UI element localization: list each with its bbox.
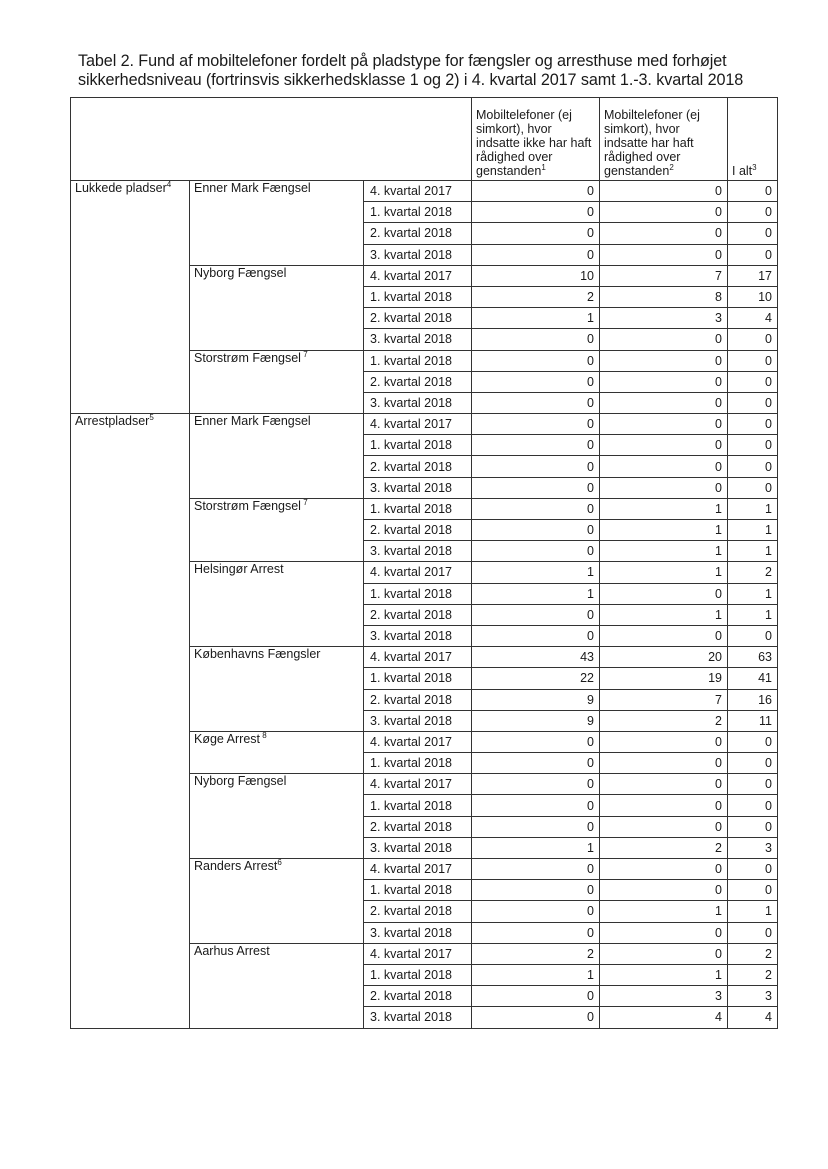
count-available-cell: 1 <box>600 520 728 541</box>
total-cell: 0 <box>728 816 778 837</box>
count-not-available-cell: 1 <box>472 837 600 858</box>
period-cell: 2. kvartal 2018 <box>364 986 472 1007</box>
count-available-cell: 0 <box>600 329 728 350</box>
period-cell: 4. kvartal 2017 <box>364 562 472 583</box>
count-not-available-cell: 0 <box>472 181 600 202</box>
count-not-available-cell: 2 <box>472 943 600 964</box>
total-cell: 63 <box>728 647 778 668</box>
period-cell: 1. kvartal 2018 <box>364 964 472 985</box>
period-cell: 4. kvartal 2017 <box>364 181 472 202</box>
count-available-cell: 0 <box>600 774 728 795</box>
count-not-available-cell: 0 <box>472 816 600 837</box>
total-cell: 3 <box>728 837 778 858</box>
period-cell: 3. kvartal 2018 <box>364 477 472 498</box>
count-not-available-cell: 0 <box>472 753 600 774</box>
count-not-available-cell: 0 <box>472 625 600 646</box>
period-cell: 1. kvartal 2018 <box>364 583 472 604</box>
category-cell: Arrestpladser$^5$ <box>71 414 190 1028</box>
table-title-line-2: sikkerhedsniveau (fortrinsvis sikkerhedsklasse 1 og 2) i 4. kvartal 2017 samt 1.-3. kvartal 2018 <box>78 71 744 89</box>
count-available-cell: 1 <box>600 604 728 625</box>
count-not-available-cell: 0 <box>472 859 600 880</box>
total-cell: 0 <box>728 477 778 498</box>
count-available-cell: 0 <box>600 753 728 774</box>
count-not-available-cell: 0 <box>472 541 600 562</box>
count-not-available-cell: 9 <box>472 689 600 710</box>
place-cell: Køge Arrest $^8$ <box>190 731 364 773</box>
count-available-cell: 0 <box>600 625 728 646</box>
total-cell: 0 <box>728 753 778 774</box>
header-col-total: I alt$^3$ <box>728 98 778 181</box>
total-cell: 0 <box>728 795 778 816</box>
count-available-cell: 0 <box>600 583 728 604</box>
count-available-cell: 19 <box>600 668 728 689</box>
place-cell: Nyborg Fængsel <box>190 774 364 859</box>
total-cell: 0 <box>728 922 778 943</box>
total-cell: 0 <box>728 414 778 435</box>
total-cell: 0 <box>728 774 778 795</box>
period-cell: 3. kvartal 2018 <box>364 329 472 350</box>
count-available-cell: 7 <box>600 265 728 286</box>
count-available-cell: 0 <box>600 350 728 371</box>
total-cell: 16 <box>728 689 778 710</box>
period-cell: 1. kvartal 2018 <box>364 795 472 816</box>
count-not-available-cell: 0 <box>472 414 600 435</box>
table-title <box>78 52 798 90</box>
count-not-available-cell: 0 <box>472 795 600 816</box>
total-cell: 4 <box>728 308 778 329</box>
count-not-available-cell: 1 <box>472 308 600 329</box>
total-cell: 0 <box>728 731 778 752</box>
count-available-cell: 0 <box>600 795 728 816</box>
count-available-cell: 0 <box>600 435 728 456</box>
count-available-cell: 0 <box>600 477 728 498</box>
count-not-available-cell: 0 <box>472 371 600 392</box>
count-not-available-cell: 0 <box>472 329 600 350</box>
period-cell: 3. kvartal 2018 <box>364 922 472 943</box>
count-available-cell: 0 <box>600 181 728 202</box>
total-cell: 2 <box>728 562 778 583</box>
total-cell: 0 <box>728 880 778 901</box>
total-cell: 0 <box>728 223 778 244</box>
count-not-available-cell: 0 <box>472 1007 600 1028</box>
total-cell: 11 <box>728 710 778 731</box>
count-available-cell: 3 <box>600 308 728 329</box>
count-available-cell: 0 <box>600 223 728 244</box>
period-cell: 1. kvartal 2018 <box>364 753 472 774</box>
total-cell: 0 <box>728 456 778 477</box>
count-not-available-cell: 0 <box>472 456 600 477</box>
count-not-available-cell: 0 <box>472 244 600 265</box>
count-not-available-cell: 0 <box>472 774 600 795</box>
total-cell: 0 <box>728 202 778 223</box>
count-not-available-cell: 0 <box>472 498 600 519</box>
count-not-available-cell: 0 <box>472 731 600 752</box>
total-cell: 1 <box>728 541 778 562</box>
count-not-available-cell: 0 <box>472 350 600 371</box>
count-not-available-cell: 2 <box>472 286 600 307</box>
total-cell: 41 <box>728 668 778 689</box>
place-cell: Storstrøm Fængsel $^7$ <box>190 498 364 562</box>
period-cell: 2. kvartal 2018 <box>364 816 472 837</box>
count-not-available-cell: 0 <box>472 223 600 244</box>
total-cell: 0 <box>728 371 778 392</box>
count-not-available-cell: 0 <box>472 604 600 625</box>
count-not-available-cell: 1 <box>472 964 600 985</box>
count-not-available-cell: 10 <box>472 265 600 286</box>
period-cell: 4. kvartal 2017 <box>364 647 472 668</box>
period-cell: 4. kvartal 2017 <box>364 943 472 964</box>
count-available-cell: 1 <box>600 498 728 519</box>
place-cell: Randers Arrest$^6$ <box>190 859 364 944</box>
count-available-cell: 4 <box>600 1007 728 1028</box>
count-available-cell: 0 <box>600 244 728 265</box>
count-not-available-cell: 0 <box>472 901 600 922</box>
count-available-cell: 0 <box>600 414 728 435</box>
table-row <box>71 181 778 202</box>
place-cell: Helsingør Arrest <box>190 562 364 647</box>
count-available-cell: 0 <box>600 880 728 901</box>
count-available-cell: 0 <box>600 371 728 392</box>
period-cell: 3. kvartal 2018 <box>364 1007 472 1028</box>
table-title-line-1: Tabel 2. Fund af mobiltelefoner fordelt på pladstype for fængsler og arresthuse med forhøjet <box>78 52 727 70</box>
table-row <box>71 414 778 435</box>
period-cell: 3. kvartal 2018 <box>364 392 472 413</box>
total-cell: 3 <box>728 986 778 1007</box>
count-not-available-cell: 0 <box>472 520 600 541</box>
count-not-available-cell: 0 <box>472 477 600 498</box>
total-cell: 0 <box>728 392 778 413</box>
header-row <box>71 98 778 181</box>
count-not-available-cell: 1 <box>472 583 600 604</box>
period-cell: 1. kvartal 2018 <box>364 202 472 223</box>
count-not-available-cell: 0 <box>472 986 600 1007</box>
total-cell: 1 <box>728 520 778 541</box>
count-available-cell: 0 <box>600 922 728 943</box>
count-available-cell: 0 <box>600 731 728 752</box>
period-cell: 3. kvartal 2018 <box>364 837 472 858</box>
total-cell: 0 <box>728 181 778 202</box>
period-cell: 4. kvartal 2017 <box>364 265 472 286</box>
total-cell: 0 <box>728 329 778 350</box>
header-blank-cell <box>71 98 472 181</box>
count-not-available-cell: 0 <box>472 435 600 456</box>
place-cell: Storstrøm Fængsel $^7$ <box>190 350 364 414</box>
count-not-available-cell: 1 <box>472 562 600 583</box>
count-available-cell: 0 <box>600 859 728 880</box>
period-cell: 1. kvartal 2018 <box>364 350 472 371</box>
data-table <box>70 97 778 1029</box>
header-col-available: Mobiltelefoner (ej simkort), hvor indsatte har haft rådighed over genstanden$^2$ <box>600 98 728 181</box>
period-cell: 3. kvartal 2018 <box>364 541 472 562</box>
category-cell: Lukkede pladser$^4$ <box>71 181 190 414</box>
period-cell: 1. kvartal 2018 <box>364 498 472 519</box>
total-cell: 2 <box>728 964 778 985</box>
count-available-cell: 1 <box>600 541 728 562</box>
period-cell: 3. kvartal 2018 <box>364 625 472 646</box>
period-cell: 2. kvartal 2018 <box>364 308 472 329</box>
period-cell: 1. kvartal 2018 <box>364 435 472 456</box>
period-cell: 2. kvartal 2018 <box>364 901 472 922</box>
count-available-cell: 0 <box>600 392 728 413</box>
total-cell: 1 <box>728 901 778 922</box>
count-not-available-cell: 9 <box>472 710 600 731</box>
count-not-available-cell: 0 <box>472 392 600 413</box>
total-cell: 2 <box>728 943 778 964</box>
period-cell: 2. kvartal 2018 <box>364 604 472 625</box>
total-cell: 0 <box>728 435 778 456</box>
count-available-cell: 20 <box>600 647 728 668</box>
count-available-cell: 0 <box>600 202 728 223</box>
period-cell: 2. kvartal 2018 <box>364 371 472 392</box>
count-not-available-cell: 0 <box>472 880 600 901</box>
period-cell: 3. kvartal 2018 <box>364 244 472 265</box>
total-cell: 1 <box>728 498 778 519</box>
period-cell: 1. kvartal 2018 <box>364 880 472 901</box>
period-cell: 2. kvartal 2018 <box>364 520 472 541</box>
period-cell: 1. kvartal 2018 <box>364 286 472 307</box>
total-cell: 17 <box>728 265 778 286</box>
place-cell: Aarhus Arrest <box>190 943 364 1028</box>
place-cell: Københavns Fængsler <box>190 647 364 732</box>
total-cell: 4 <box>728 1007 778 1028</box>
count-available-cell: 2 <box>600 837 728 858</box>
period-cell: 4. kvartal 2017 <box>364 859 472 880</box>
total-cell: 0 <box>728 244 778 265</box>
count-available-cell: 8 <box>600 286 728 307</box>
header-col-not-available: Mobiltelefoner (ej simkort), hvor indsatte ikke har haft rådighed over genstanden$^1$ <box>472 98 600 181</box>
count-not-available-cell: 0 <box>472 922 600 943</box>
period-cell: 4. kvartal 2017 <box>364 731 472 752</box>
period-cell: 4. kvartal 2017 <box>364 414 472 435</box>
count-not-available-cell: 0 <box>472 202 600 223</box>
count-available-cell: 1 <box>600 562 728 583</box>
total-cell: 1 <box>728 604 778 625</box>
count-available-cell: 0 <box>600 816 728 837</box>
place-cell: Enner Mark Fængsel <box>190 414 364 499</box>
period-cell: 3. kvartal 2018 <box>364 710 472 731</box>
place-cell: Enner Mark Fængsel <box>190 181 364 266</box>
count-not-available-cell: 43 <box>472 647 600 668</box>
period-cell: 2. kvartal 2018 <box>364 456 472 477</box>
period-cell: 4. kvartal 2017 <box>364 774 472 795</box>
period-cell: 2. kvartal 2018 <box>364 689 472 710</box>
total-cell: 10 <box>728 286 778 307</box>
total-cell: 0 <box>728 350 778 371</box>
count-available-cell: 0 <box>600 456 728 477</box>
count-available-cell: 1 <box>600 901 728 922</box>
total-cell: 0 <box>728 859 778 880</box>
count-not-available-cell: 22 <box>472 668 600 689</box>
count-available-cell: 7 <box>600 689 728 710</box>
period-cell: 1. kvartal 2018 <box>364 668 472 689</box>
count-available-cell: 2 <box>600 710 728 731</box>
place-cell: Nyborg Fængsel <box>190 265 364 350</box>
period-cell: 2. kvartal 2018 <box>364 223 472 244</box>
total-cell: 0 <box>728 625 778 646</box>
count-available-cell: 3 <box>600 986 728 1007</box>
total-cell: 1 <box>728 583 778 604</box>
count-available-cell: 0 <box>600 943 728 964</box>
count-available-cell: 1 <box>600 964 728 985</box>
